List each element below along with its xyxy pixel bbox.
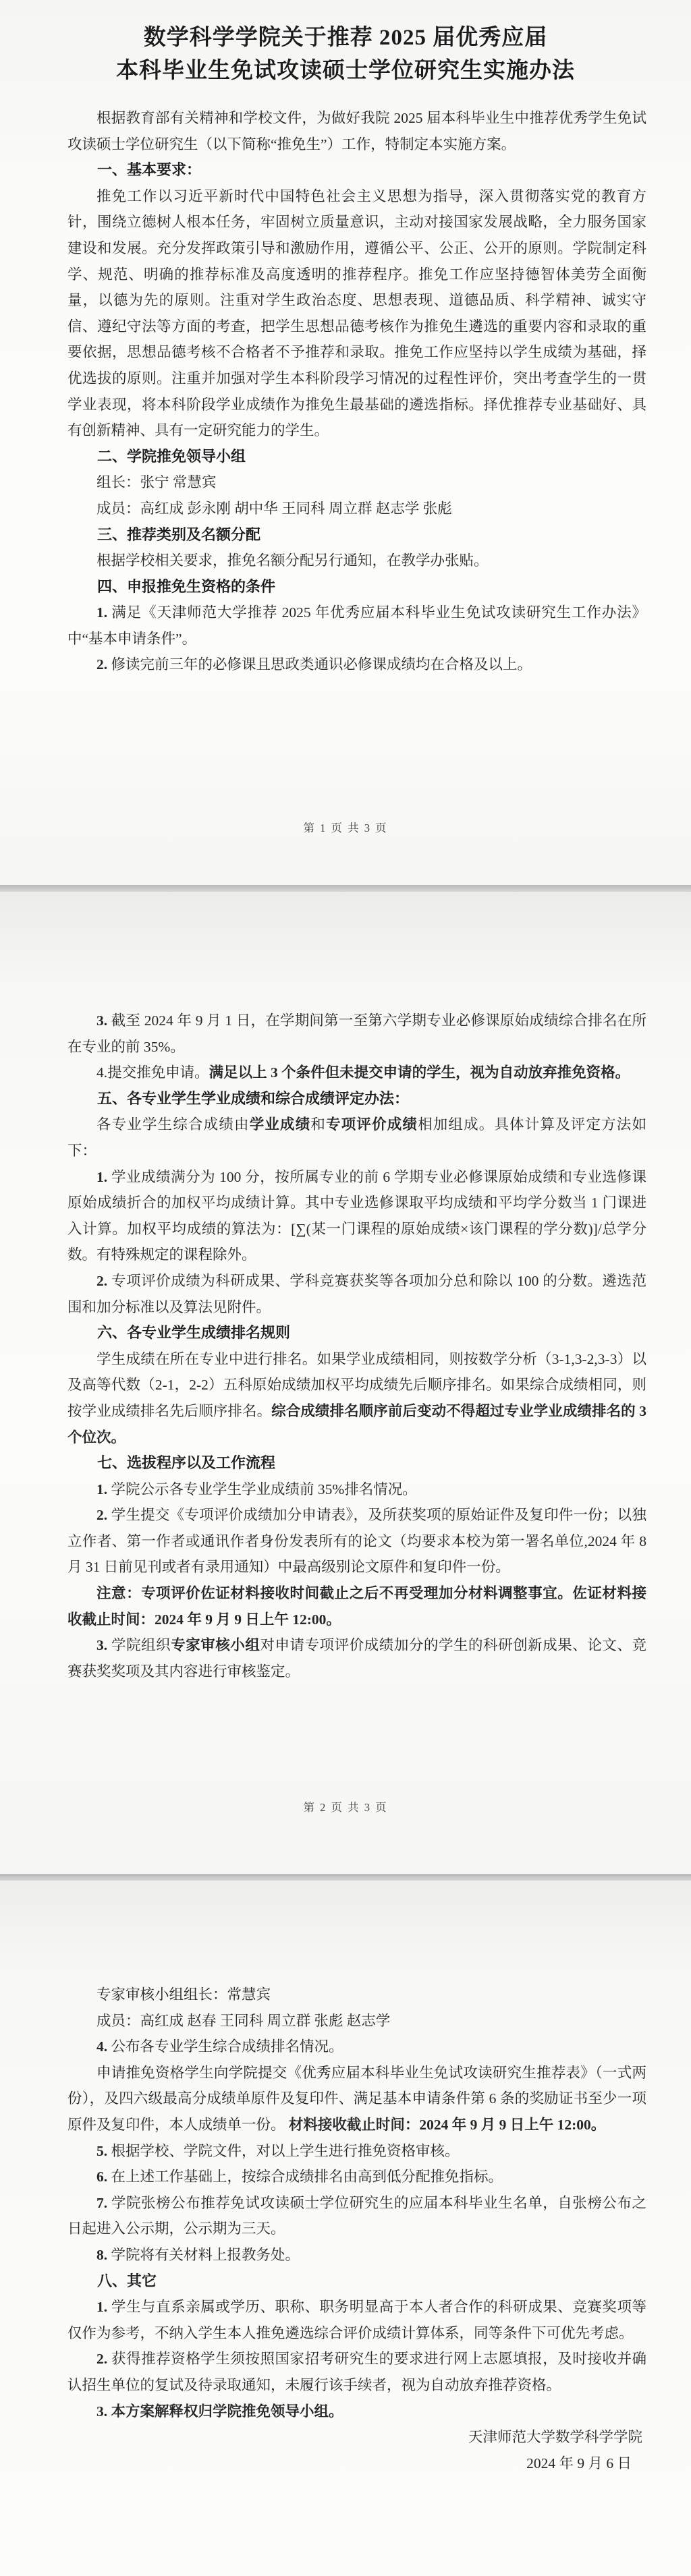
text-run: 和 (310, 1116, 327, 1133)
section-heading-4: 四、申报推免生资格的条件 (97, 577, 276, 595)
page-2-footer: 第 2 页 共 3 页 (303, 1801, 388, 1814)
item-number: 1. (96, 604, 108, 621)
item-text: 学业成绩满分为 100 分，按所属专业的前 6 学期专业必修课原始成绩和专业选修课原始成绩折合的加权平均成绩计算。其中专业选修课取平均成绩和平均学分数当 1 门课进入计算。加权平均成绩的算法为：[∑(某一门课程的原始成绩×该门课程的学分数)]/总学分数。有特殊规定的课程除外。 (67, 1168, 646, 1263)
bold-term: 专项评价成绩 (326, 1116, 418, 1133)
other-item-1 (67, 2294, 646, 2346)
composite-score-paragraph (67, 1112, 646, 1164)
item-text: 获得推荐资格学生须按照国家招考研究生的要求进行网上志愿填报，及时接收并确认招生单位的复试及待录取通知，未履行该手续者，视为自动放弃推荐资格。 (67, 2351, 646, 2393)
condition-item-3 (67, 1008, 646, 1060)
condition-item-2 (67, 652, 646, 678)
item-text: 在上述工作基础上，按综合成绩排名由高到低分配推免指标。 (107, 2169, 503, 2185)
procedure-item-3 (67, 1632, 646, 1684)
section-heading-8: 八、其它 (97, 2272, 157, 2289)
item-number: 2. (96, 1272, 108, 1289)
bold-sentence: 综合成绩排名顺序前后变动不得超过专业学业成绩排名的 3 个位次。 (67, 1402, 646, 1446)
bold-term: 学业成绩 (249, 1116, 311, 1133)
quota-paragraph: 根据学校相关要求，推免名额分配另行通知，在教学办张贴。 (96, 552, 489, 569)
item-number: 2. (96, 2351, 108, 2368)
condition-item-1 (67, 600, 646, 652)
text-run: 对申请专项评价成绩加分的学生的科研创新成果、论文、竞赛获奖奖项及其内容进行审核鉴定。 (67, 1637, 646, 1680)
section-heading-3: 三、推荐类别及名额分配 (97, 525, 261, 543)
page-3-body (0, 1881, 691, 2476)
item-text: 专项评价成绩为科研成果、学科竞赛获奖等各项加分总和除以 100 的分数。遴选范围和加分标准以及算法见附件。 (67, 1272, 646, 1315)
item-text: 学生与直系亲属或学历、职称、职务明显高于本人者合作的科研成果、竞赛奖项等仅作为参考，不纳入学生本人推免遴选综合评价成绩计算体系，同等条件下可优先考虑。 (67, 2299, 646, 2341)
method-item-2 (67, 1268, 646, 1320)
procedure-item-6 (67, 2164, 646, 2190)
item-number: 1. (96, 1481, 108, 1497)
item-text: 学生提交《专项评价成绩加分申请表》，及所获奖项的原始证件及复印件一份；以独立作者、第一作者或通讯作者身份发表所有的论文（均要求本校为第一署名单位,2024 年 8 月 31 日前见刊或者有录用通知）中最高级别论文原件和复印件一份。 (67, 1507, 646, 1576)
item-text: 学院将有关材料上报教务处。 (107, 2246, 300, 2263)
expert-group-leader: 专家审核小组组长：常慧宾 (96, 1986, 271, 2003)
item-number: 3. (96, 1012, 108, 1029)
item-number: 4. (96, 2038, 108, 2055)
item-text: 学院公示各专业学生学业成绩前 35%排名情况。 (107, 1481, 417, 1497)
item-number: 3. (96, 1637, 108, 1654)
section-heading-1: 一、基本要求： (97, 161, 202, 179)
item-number: 7. (96, 2194, 108, 2211)
section-heading-6: 六、各专业学生成绩排名规则 (97, 1324, 291, 1342)
item-number: 6. (96, 2169, 108, 2185)
other-item-2 (67, 2346, 646, 2398)
item-number: 8. (96, 2246, 108, 2263)
notice-paragraph: 注意：专项评价佐证材料接收时间截止之后不再受理加分材料调整事宜。佐证材料接收截止时间：2024 年 9 月 9 日上午 12:00。 (67, 1585, 646, 1628)
page-1-footer: 第 1 页 共 3 页 (303, 822, 388, 834)
method-item-1 (67, 1164, 646, 1268)
submission-paragraph (67, 2060, 646, 2138)
bold-deadline: 材料接收截止时间：2024 年 9 月 9 日上午 12:00。 (285, 2116, 606, 2133)
page-separator-1 (0, 885, 691, 892)
item-number: 5. (96, 2142, 108, 2159)
item-number: 1. (96, 2299, 108, 2316)
page-2-body (0, 892, 691, 1684)
procedure-item-4 (67, 2034, 646, 2060)
doc-title-line2: 本科毕业生免试攻读硕士学位研究生实施办法 (116, 59, 575, 83)
intro-paragraph: 根据教育部有关精神和学校文件，为做好我院 2025 届本科毕业生中推荐优秀学生免试攻读硕士学位研究生（以下简称“推免生”）工作，特制定本实施方案。 (67, 110, 646, 152)
leading-group-members: 成员：高红成 彭永刚 胡中华 王同科 周立群 赵志学 张彪 (96, 500, 452, 517)
procedure-item-1 (67, 1477, 646, 1503)
procedure-item-2 (67, 1502, 646, 1580)
text-run: 各专业学生综合成绩由 (96, 1116, 250, 1133)
item-text: 公布各专业学生综合成绩排名情况。 (107, 2038, 343, 2055)
item-text: 截至 2024 年 9 月 1 日，在学期间第一至第六学期专业必修课原始成绩综合排名在所在专业的前 35%。 (67, 1012, 646, 1055)
condition-item-4 (67, 1060, 646, 1086)
doc-title-line1: 数学科学学院关于推荐 2025 届优秀应届 (143, 26, 548, 50)
item-number: 2. (96, 1507, 108, 1524)
text-run: 申请推免资格学生向学院提交《优秀应届本科毕业生免试攻读研究生推荐表》（一式两份），及四六级最高分成绩单原件及复印件、满足基本申请条件第 6 条的奖励证书至少一项原件及复印件，本人成绩单一份。 (67, 2064, 646, 2133)
item-text: 学院张榜公布推荐免试攻读硕士学位研究生的应届本科毕业生名单，自张榜公布之日起进入公示期，公示期为三天。 (67, 2194, 646, 2237)
page-3 (0, 1881, 691, 2576)
procedure-item-5 (67, 2138, 646, 2165)
item-text: 根据学校、学院文件，对以上学生进行推免资格审核。 (107, 2142, 460, 2159)
page-1 (0, 0, 691, 885)
item-text: 修读完前三年的必修课且思政类通识必修课成绩均在合格及以上。 (107, 656, 532, 673)
date-line: 2024 年 9 月 6 日 (526, 2455, 632, 2471)
text-run: 学院组织 (107, 1637, 171, 1654)
doc-title (0, 0, 691, 88)
page-separator-2 (0, 1874, 691, 1881)
other-item-3: 3. 本方案解释权归学院推免领导小组。 (96, 2403, 343, 2420)
text-run: 学生成绩在所在专业中进行排名。如果学业成绩相同，则按数学分析（3-1,3-2,3-3）以及高等代数（2-1，2-2）五科原始成绩加权平均成绩先后顺序排名。如果综合成绩相同，则按学业成绩排名先后顺序排名。 (67, 1350, 646, 1419)
item-number: 2. (96, 656, 108, 673)
item-number: 1. (96, 1168, 108, 1185)
item-text: 4.提交推免申请。 (96, 1064, 209, 1081)
basic-requirements-paragraph: 推免工作以习近平新时代中国特色社会主义思想为指导，深入贯彻落实党的教育方针，围绕立德树人根本任务，牢固树立质量意识，主动对接国家发展战略，全力服务国家建设和发展。充分发挥政策引导和激励作用，遵循公平、公正、公开的原则。学院制定科学、规范、明确的推荐标准及高度透明的推荐程序。推免工作应坚持德智体美劳全面衡量，以德为先的原则。注重对学生政治态度、思想表现、道德品质、科学精神、诚实守信、遵纪守法等方面的考查，把学生思想品德考核作为推免生遴选的重要内容和录取的重要依据，思想品德考核不合格者不予推荐和录取。推免工作应坚持以学生成绩为基础，择优选拔的原则。注重并加强对学生本科阶段学习情况的过程性评价，突出考查学生的一贯学业表现，将本科阶段学业成绩作为推免生最基础的遴选指标。择优推荐专业基础好、具有创新精神、具有一定研究能力的学生。 (67, 188, 646, 439)
procedure-item-8 (67, 2242, 646, 2268)
signature-line: 天津师范大学数学科学学院 (468, 2429, 642, 2446)
text-run: 相加组成。具体计算及评定方法如下： (67, 1116, 646, 1159)
ranking-rules-paragraph (67, 1346, 646, 1450)
section-heading-2: 二、学院推免领导小组 (97, 447, 246, 465)
page-1-body (0, 88, 691, 678)
page-2 (0, 892, 691, 1874)
expert-group-members: 成员：高红成 赵春 王同科 周立群 张彪 赵志学 (96, 2012, 391, 2029)
bold-term: 专家审核小组 (171, 1637, 260, 1654)
leading-group-leaders: 组长：张宁 常慧宾 (96, 474, 217, 491)
section-heading-5: 五、各专业学生学业成绩和综合成绩评定办法： (97, 1089, 410, 1107)
item-text: 满足《天津师范大学推荐 2025 年优秀应届本科毕业生免试攻读研究生工作办法》中“基本申请条件”。 (67, 604, 646, 647)
procedure-item-7 (67, 2190, 646, 2242)
item-bold-text: 满足以上 3 个条件但未提交申请的学生，视为自动放弃推免资格。 (209, 1064, 630, 1081)
section-heading-7: 七、选拔程序以及工作流程 (97, 1454, 276, 1472)
